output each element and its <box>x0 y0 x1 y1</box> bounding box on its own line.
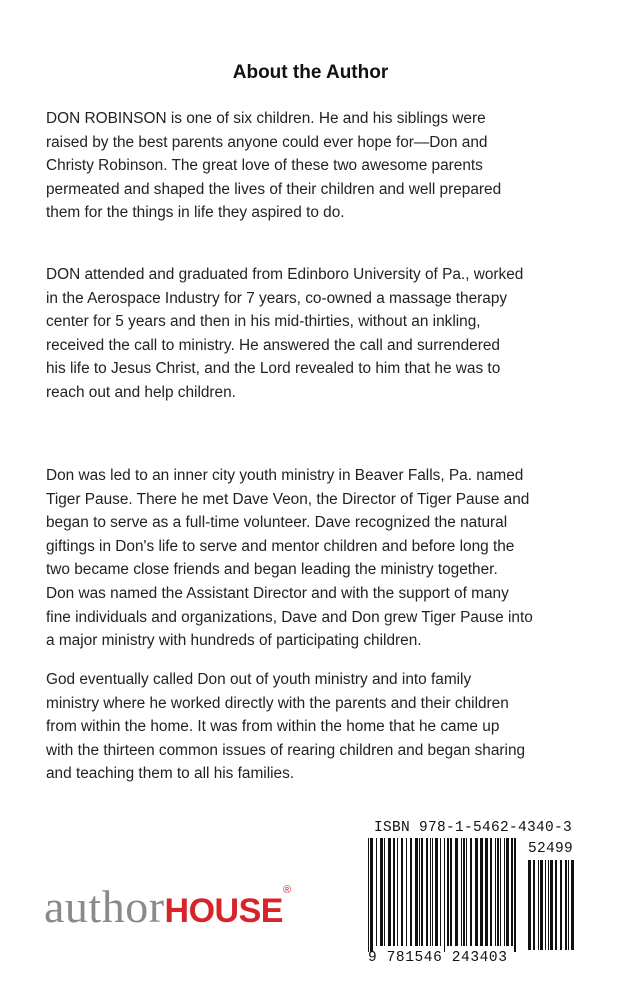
barcode-bar <box>548 860 549 950</box>
isbn-text: ISBN 978-1-5462-4340-3 <box>374 820 573 836</box>
barcode-bar <box>430 838 431 946</box>
barcode-bar <box>447 838 449 946</box>
price-code-text: 52499 <box>528 841 574 857</box>
barcode-bar <box>421 838 423 946</box>
barcode-bar <box>568 860 569 950</box>
isbn-barcode <box>368 816 580 970</box>
barcode-bar <box>470 838 472 946</box>
barcode-bar <box>370 838 373 952</box>
text-line: two became close friends and began leading the ministry together. <box>46 561 498 579</box>
barcode-bar <box>545 860 546 950</box>
text-line: began to serve as a full-time volunteer. Dave recognized the natural <box>46 514 508 532</box>
barcode-bar <box>506 838 509 946</box>
barcode-bar <box>440 838 441 946</box>
text-line: in the Aerospace Industry for 7 years, co-owned a massage therapy <box>46 289 508 307</box>
text-line: reach out and help children. <box>46 383 236 401</box>
ean-barcode-bars <box>368 838 520 952</box>
barcode-bar <box>401 838 403 946</box>
text-line: received the call to ministry. He answered the call and surrendered <box>46 336 500 354</box>
section-title: About the Author <box>232 62 389 83</box>
text-line: permeated and shaped the lives of their children and well prepared <box>46 180 502 198</box>
text-line: and teaching them to all his families. <box>46 765 295 783</box>
text-line: them for the things in life they aspired to do. <box>46 204 345 222</box>
barcode-bar <box>550 860 553 950</box>
barcode-bar <box>560 860 562 950</box>
barcode-bar <box>388 838 391 946</box>
barcode-bar <box>540 860 543 950</box>
text-line: raised by the best parents anyone could ever hope for—Don and <box>46 133 488 151</box>
barcode-bar <box>500 838 501 946</box>
barcode-bar <box>514 838 516 952</box>
text-line: his life to Jesus Christ, and the Lord revealed to him that he was to <box>46 360 501 378</box>
barcode-bar <box>426 838 428 946</box>
barcode-bar <box>419 838 420 946</box>
text-line: Tiger Pause. There he met Dave Veon, the Director of Tiger Pause and <box>46 490 530 508</box>
barcode-bar <box>455 838 458 946</box>
barcode-bar <box>485 838 488 946</box>
barcode-bar <box>571 860 574 950</box>
barcode-bar <box>461 838 462 946</box>
barcode-bar <box>475 838 478 946</box>
logo-house-text: HOUSE <box>164 892 283 930</box>
text-line: God eventually called Don out of youth ministry and into family <box>46 671 472 688</box>
barcode-bar <box>466 838 467 946</box>
bio-paragraph-1 <box>46 107 576 225</box>
text-line: with the thirteen common issues of rearing children and began sharing <box>46 741 526 759</box>
barcode-bar <box>368 838 369 952</box>
barcode-bar <box>495 838 496 946</box>
barcode-bar <box>490 838 492 946</box>
bio-paragraph-3 <box>46 464 576 653</box>
text-line: Christy Robinson. The great love of these two awesome parents <box>46 157 483 175</box>
bio-paragraph-4 <box>46 668 576 786</box>
barcode-bar <box>432 838 433 946</box>
text-line: DON ROBINSON is one of six children. He and his siblings were <box>46 110 486 127</box>
barcode-bar <box>410 838 412 946</box>
barcode-bar <box>565 860 567 950</box>
barcode-bar <box>528 860 531 950</box>
logo-author-text: author <box>44 881 165 932</box>
text-line: giftings in Don's life to serve and mentor children and before long the <box>46 537 515 555</box>
bio-paragraph-2 <box>46 263 576 405</box>
text-line: from within the home. It was from within the home that he came up <box>46 718 500 736</box>
barcode-bar <box>380 838 383 946</box>
barcode-bar <box>504 838 505 946</box>
barcode-bar <box>393 838 395 946</box>
text-line: Don was led to an inner city youth ministry in Beaver Falls, Pa. named <box>46 467 524 484</box>
publisher-logo <box>44 880 291 933</box>
text-line: DON attended and graduated from Edinboro University of Pa., worked <box>46 266 524 283</box>
barcode-bar <box>511 838 513 946</box>
barcode-bar <box>384 838 385 946</box>
barcode-bar <box>444 838 445 952</box>
barcode-bar <box>463 838 465 946</box>
text-line: center for 5 years and then in his mid-thirties, without an inkling, <box>46 313 481 331</box>
text-line: fine individuals and organizations, Dave and Don grew Tiger Pause into <box>46 608 533 626</box>
price-barcode-bars <box>528 860 578 952</box>
barcode-bar <box>555 860 557 950</box>
barcode-bar <box>538 860 539 950</box>
barcode-bar <box>533 860 535 950</box>
barcode-bar <box>406 838 407 946</box>
barcode-bar <box>376 838 377 946</box>
text-line: ministry where he worked directly with the parents and their children <box>46 694 509 712</box>
barcode-bar <box>480 838 483 946</box>
barcode-bar <box>497 838 499 946</box>
barcode-bar <box>450 838 452 946</box>
text-line: Don was named the Assistant Director and with the support of many <box>46 584 509 602</box>
registered-mark-icon: ® <box>282 884 292 896</box>
text-line: a major ministry with hundreds of participating children. <box>46 632 422 650</box>
barcode-bar <box>415 838 418 946</box>
ean-number-text: 9 781546 243403 <box>368 950 508 966</box>
barcode-bar <box>397 838 398 946</box>
barcode-bar <box>435 838 438 946</box>
